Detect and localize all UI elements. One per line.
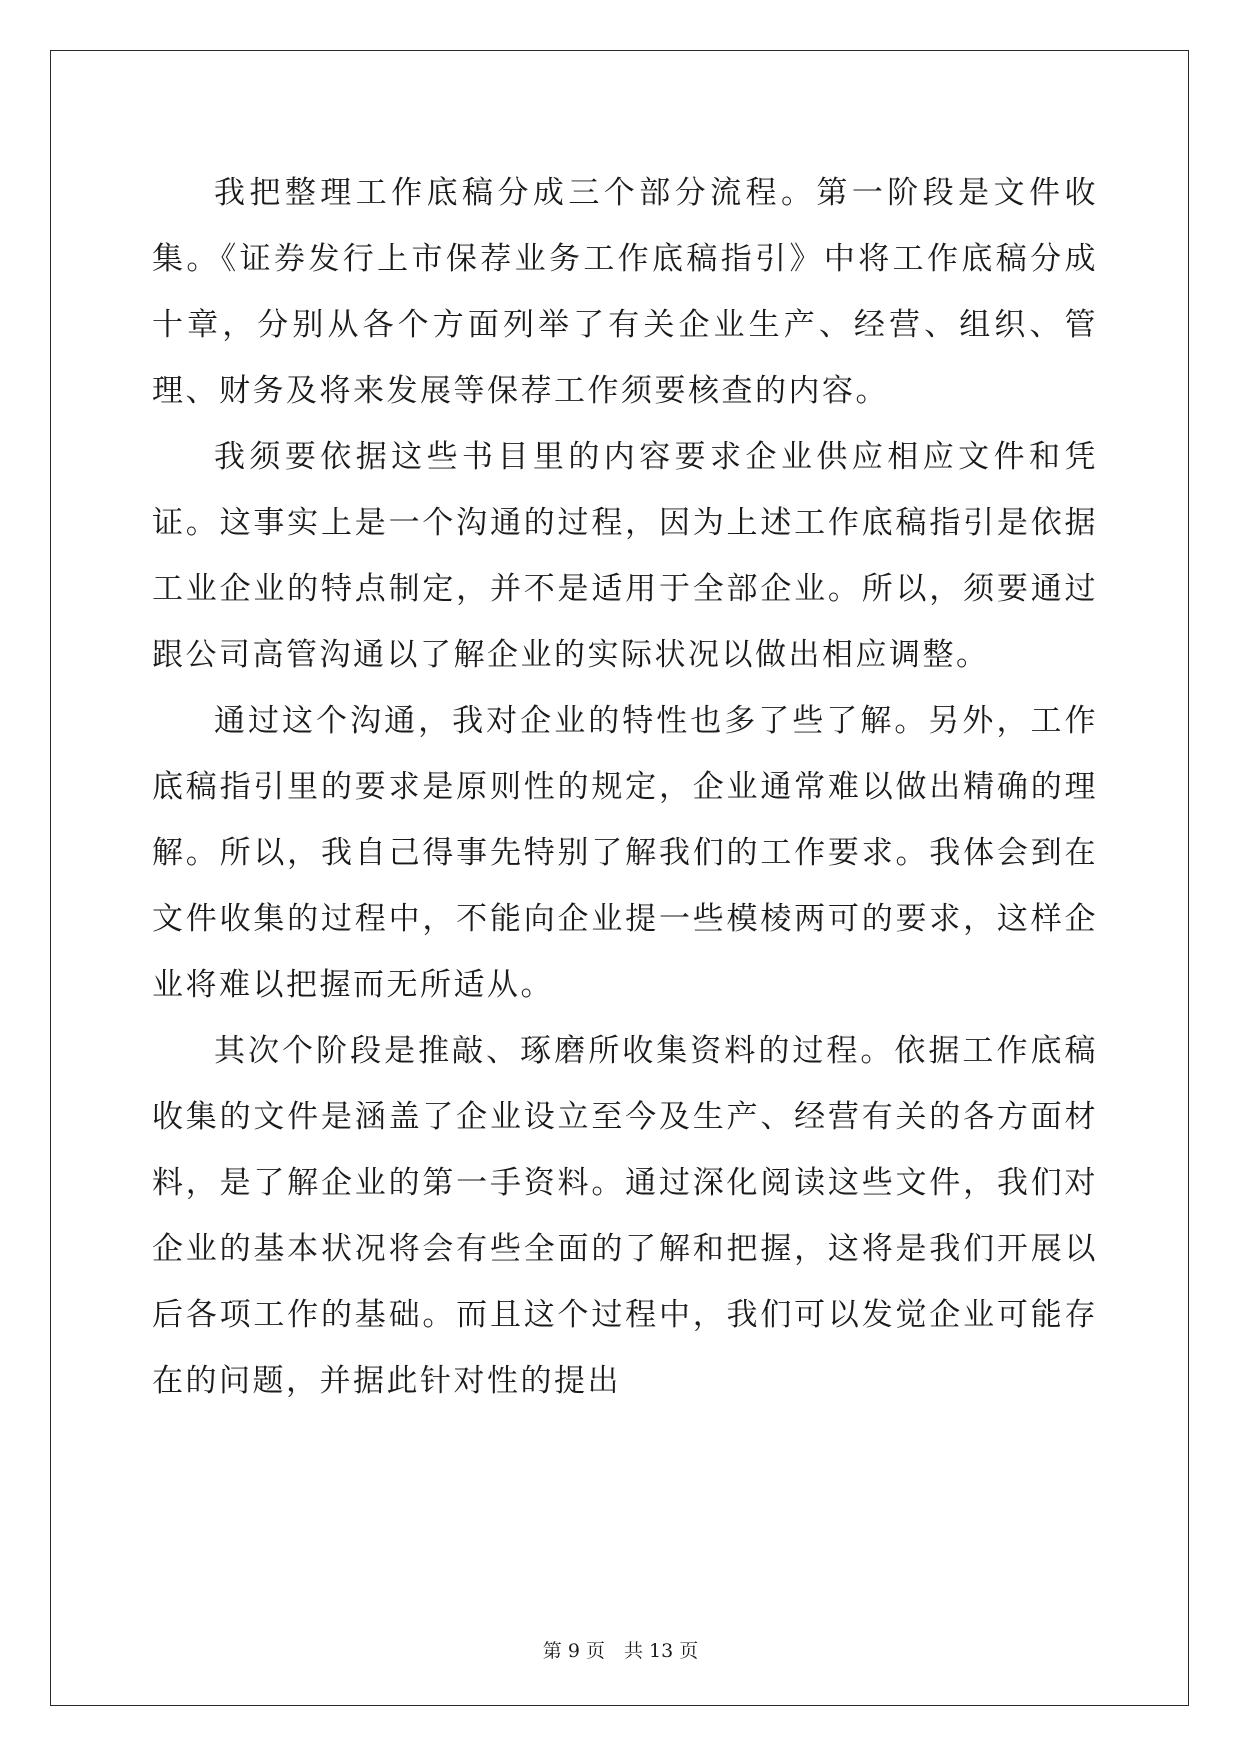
paragraph-1: 我把整理工作底稿分成三个部分流程。第一阶段是文件收集。《证券发行上市保荐业务工作底稿指引》中将工作底稿分成十章，分别从各个方面列举了有关企业生产、经营、组织、管理、财务及将来发展等保荐工作须要核查的内容。 bbox=[152, 175, 1098, 409]
page-number: 第 9 页 共 13 页 bbox=[542, 1640, 699, 1662]
document-body bbox=[152, 160, 1098, 1414]
paragraph-3: 通过这个沟通，我对企业的特性也多了些了解。另外，工作底稿指引里的要求是原则性的规定，企业通常难以做出精确的理解。所以，我自己得事先特别了解我们的工作要求。我体会到在文件收集的过程中，不能向企业提一些模棱两可的要求，这样企业将难以把握而无所适从。 bbox=[152, 703, 1098, 1003]
paragraph-4: 其次个阶段是推敲、琢磨所收集资料的过程。依据工作底稿收集的文件是涵盖了企业设立至今及生产、经营有关的各方面材料，是了解企业的第一手资料。通过深化阅读这些文件，我们对企业的基本状况将会有些全面的了解和把握，这将是我们开展以后各项工作的基础。而且这个过程中，我们可以发觉企业可能存在的问题，并据此针对性的提出 bbox=[152, 1033, 1098, 1399]
paragraph-2: 我须要依据这些书目里的内容要求企业供应相应文件和凭证。这事实上是一个沟通的过程，因为上述工作底稿指引是依据工业企业的特点制定，并不是适用于全部企业。所以，须要通过跟公司高管沟通以了解企业的实际状况以做出相应调整。 bbox=[152, 439, 1098, 673]
page-footer bbox=[0, 1636, 1241, 1663]
